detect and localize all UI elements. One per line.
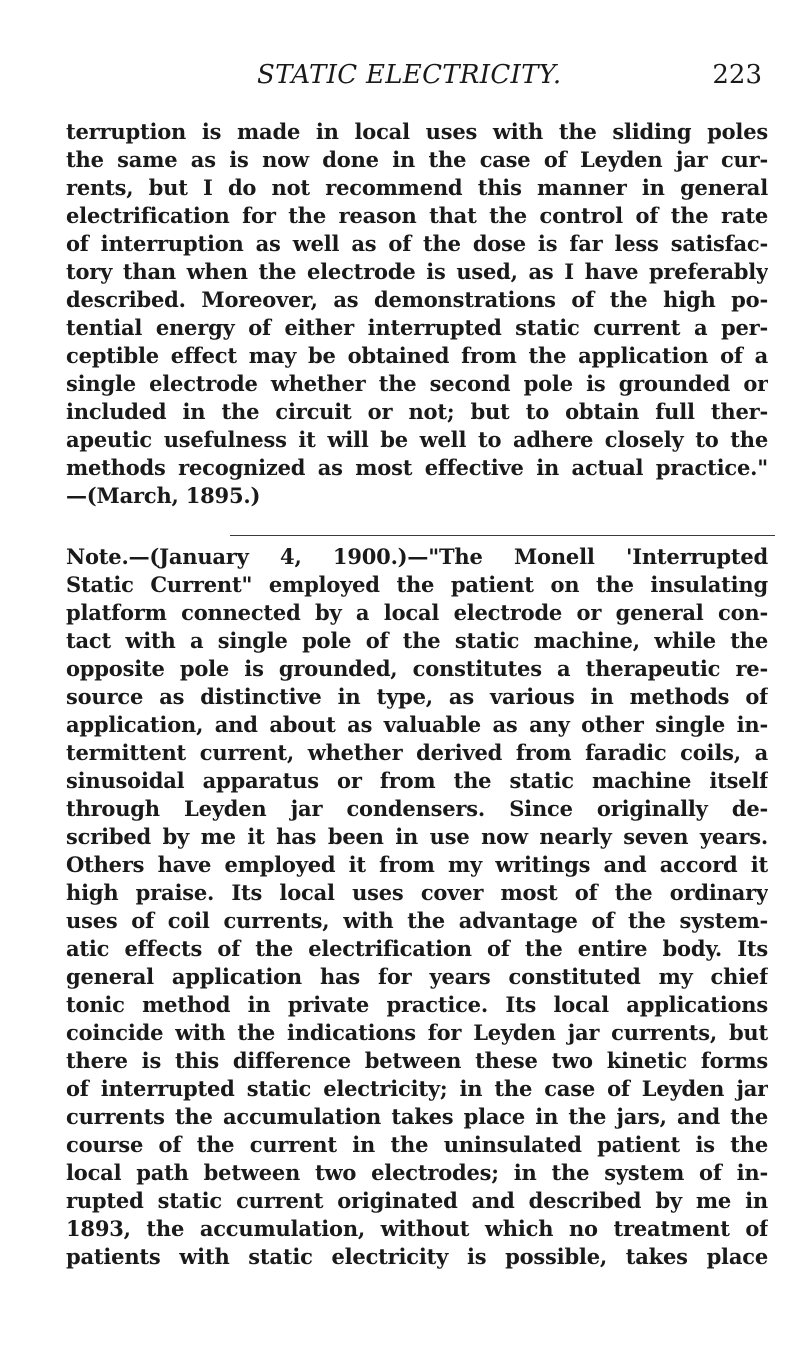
running-head-title: STATIC ELECTRICITY. bbox=[257, 60, 562, 90]
text-line: tonic method in private practice. Its local applications bbox=[66, 992, 768, 1017]
text-line: termittent current, whether derived from faradic coils, a bbox=[66, 740, 768, 765]
text-line: apeutic usefulness it will be well to adhere closely to the bbox=[66, 427, 768, 452]
text-line: of interruption as well as of the dose is far less satisfac- bbox=[66, 231, 768, 256]
text-line: described. Moreover, as demonstrations of the high po- bbox=[66, 287, 768, 312]
text-line: scribed by me it has been in use now nearly seven years. bbox=[66, 824, 768, 849]
text-line: uses of coil currents, with the advantage of the system- bbox=[66, 908, 768, 933]
text-line: source as distinctive in type, as various in methods of bbox=[66, 684, 768, 709]
text-line: opposite pole is grounded, constitutes a therapeutic re- bbox=[66, 656, 768, 681]
text-line: rupted static current originated and described by me in bbox=[66, 1188, 768, 1213]
page-number: 223 bbox=[712, 60, 762, 90]
text-line: there is this difference between these two kinetic forms bbox=[66, 1048, 768, 1073]
text-line: Others have employed it from my writings and accord it bbox=[66, 852, 768, 877]
text-line: single electrode whether the second pole is grounded or bbox=[66, 371, 768, 396]
text-line: the same as is now done in the case of Leyden jar cur- bbox=[66, 147, 768, 172]
upper-paragraph bbox=[66, 118, 768, 510]
text-line: included in the circuit or not; but to obtain full ther- bbox=[66, 399, 768, 424]
text-line: Static Current" employed the patient on the insulating bbox=[66, 572, 768, 597]
note-heading-line: Note.—(January 4, 1900.)—"The Monell 'Interrupted bbox=[66, 544, 768, 569]
text-line: high praise. Its local uses cover most of the ordinary bbox=[66, 880, 768, 905]
text-line: application, and about as valuable as any other single in- bbox=[66, 712, 768, 737]
text-line: through Leyden jar condensers. Since originally de- bbox=[66, 796, 768, 821]
running-head bbox=[0, 60, 800, 92]
text-line: tential energy of either interrupted static current a per- bbox=[66, 315, 768, 340]
section-divider bbox=[230, 535, 775, 536]
text-line: terruption is made in local uses with the sliding poles bbox=[66, 119, 768, 144]
text-line: platform connected by a local electrode or general con- bbox=[66, 600, 768, 625]
text-line: currents the accumulation takes place in the jars, and the bbox=[66, 1104, 768, 1129]
text-line: course of the current in the uninsulated patient is the bbox=[66, 1132, 768, 1157]
text-line: methods recognized as most effective in actual practice." bbox=[66, 455, 768, 480]
text-line: atic effects of the electrification of the entire body. Its bbox=[66, 936, 768, 961]
text-line: general application has for years constituted my chief bbox=[66, 964, 768, 989]
text-line: sinusoidal apparatus or from the static machine itself bbox=[66, 768, 768, 793]
date-citation: —(March, 1895.) bbox=[66, 483, 261, 508]
text-line: rents, but I do not recommend this manner in general bbox=[66, 175, 768, 200]
text-line: of interrupted static electricity; in the case of Leyden jar bbox=[66, 1076, 768, 1101]
text-line: electrification for the reason that the control of the rate bbox=[66, 203, 768, 228]
text-line: tory than when the electrode is used, as I have preferably bbox=[66, 259, 768, 284]
note-paragraph bbox=[66, 543, 768, 1271]
text-line: ceptible effect may be obtained from the application of a bbox=[66, 343, 768, 368]
text-line: patients with static electricity is possible, takes place bbox=[66, 1244, 768, 1269]
text-line: tact with a single pole of the static machine, while the bbox=[66, 628, 768, 653]
text-line: coincide with the indications for Leyden jar currents, but bbox=[66, 1020, 768, 1045]
text-line: local path between two electrodes; in the system of in- bbox=[66, 1160, 768, 1185]
text-line: 1893, the accumulation, without which no treatment of bbox=[66, 1216, 768, 1241]
